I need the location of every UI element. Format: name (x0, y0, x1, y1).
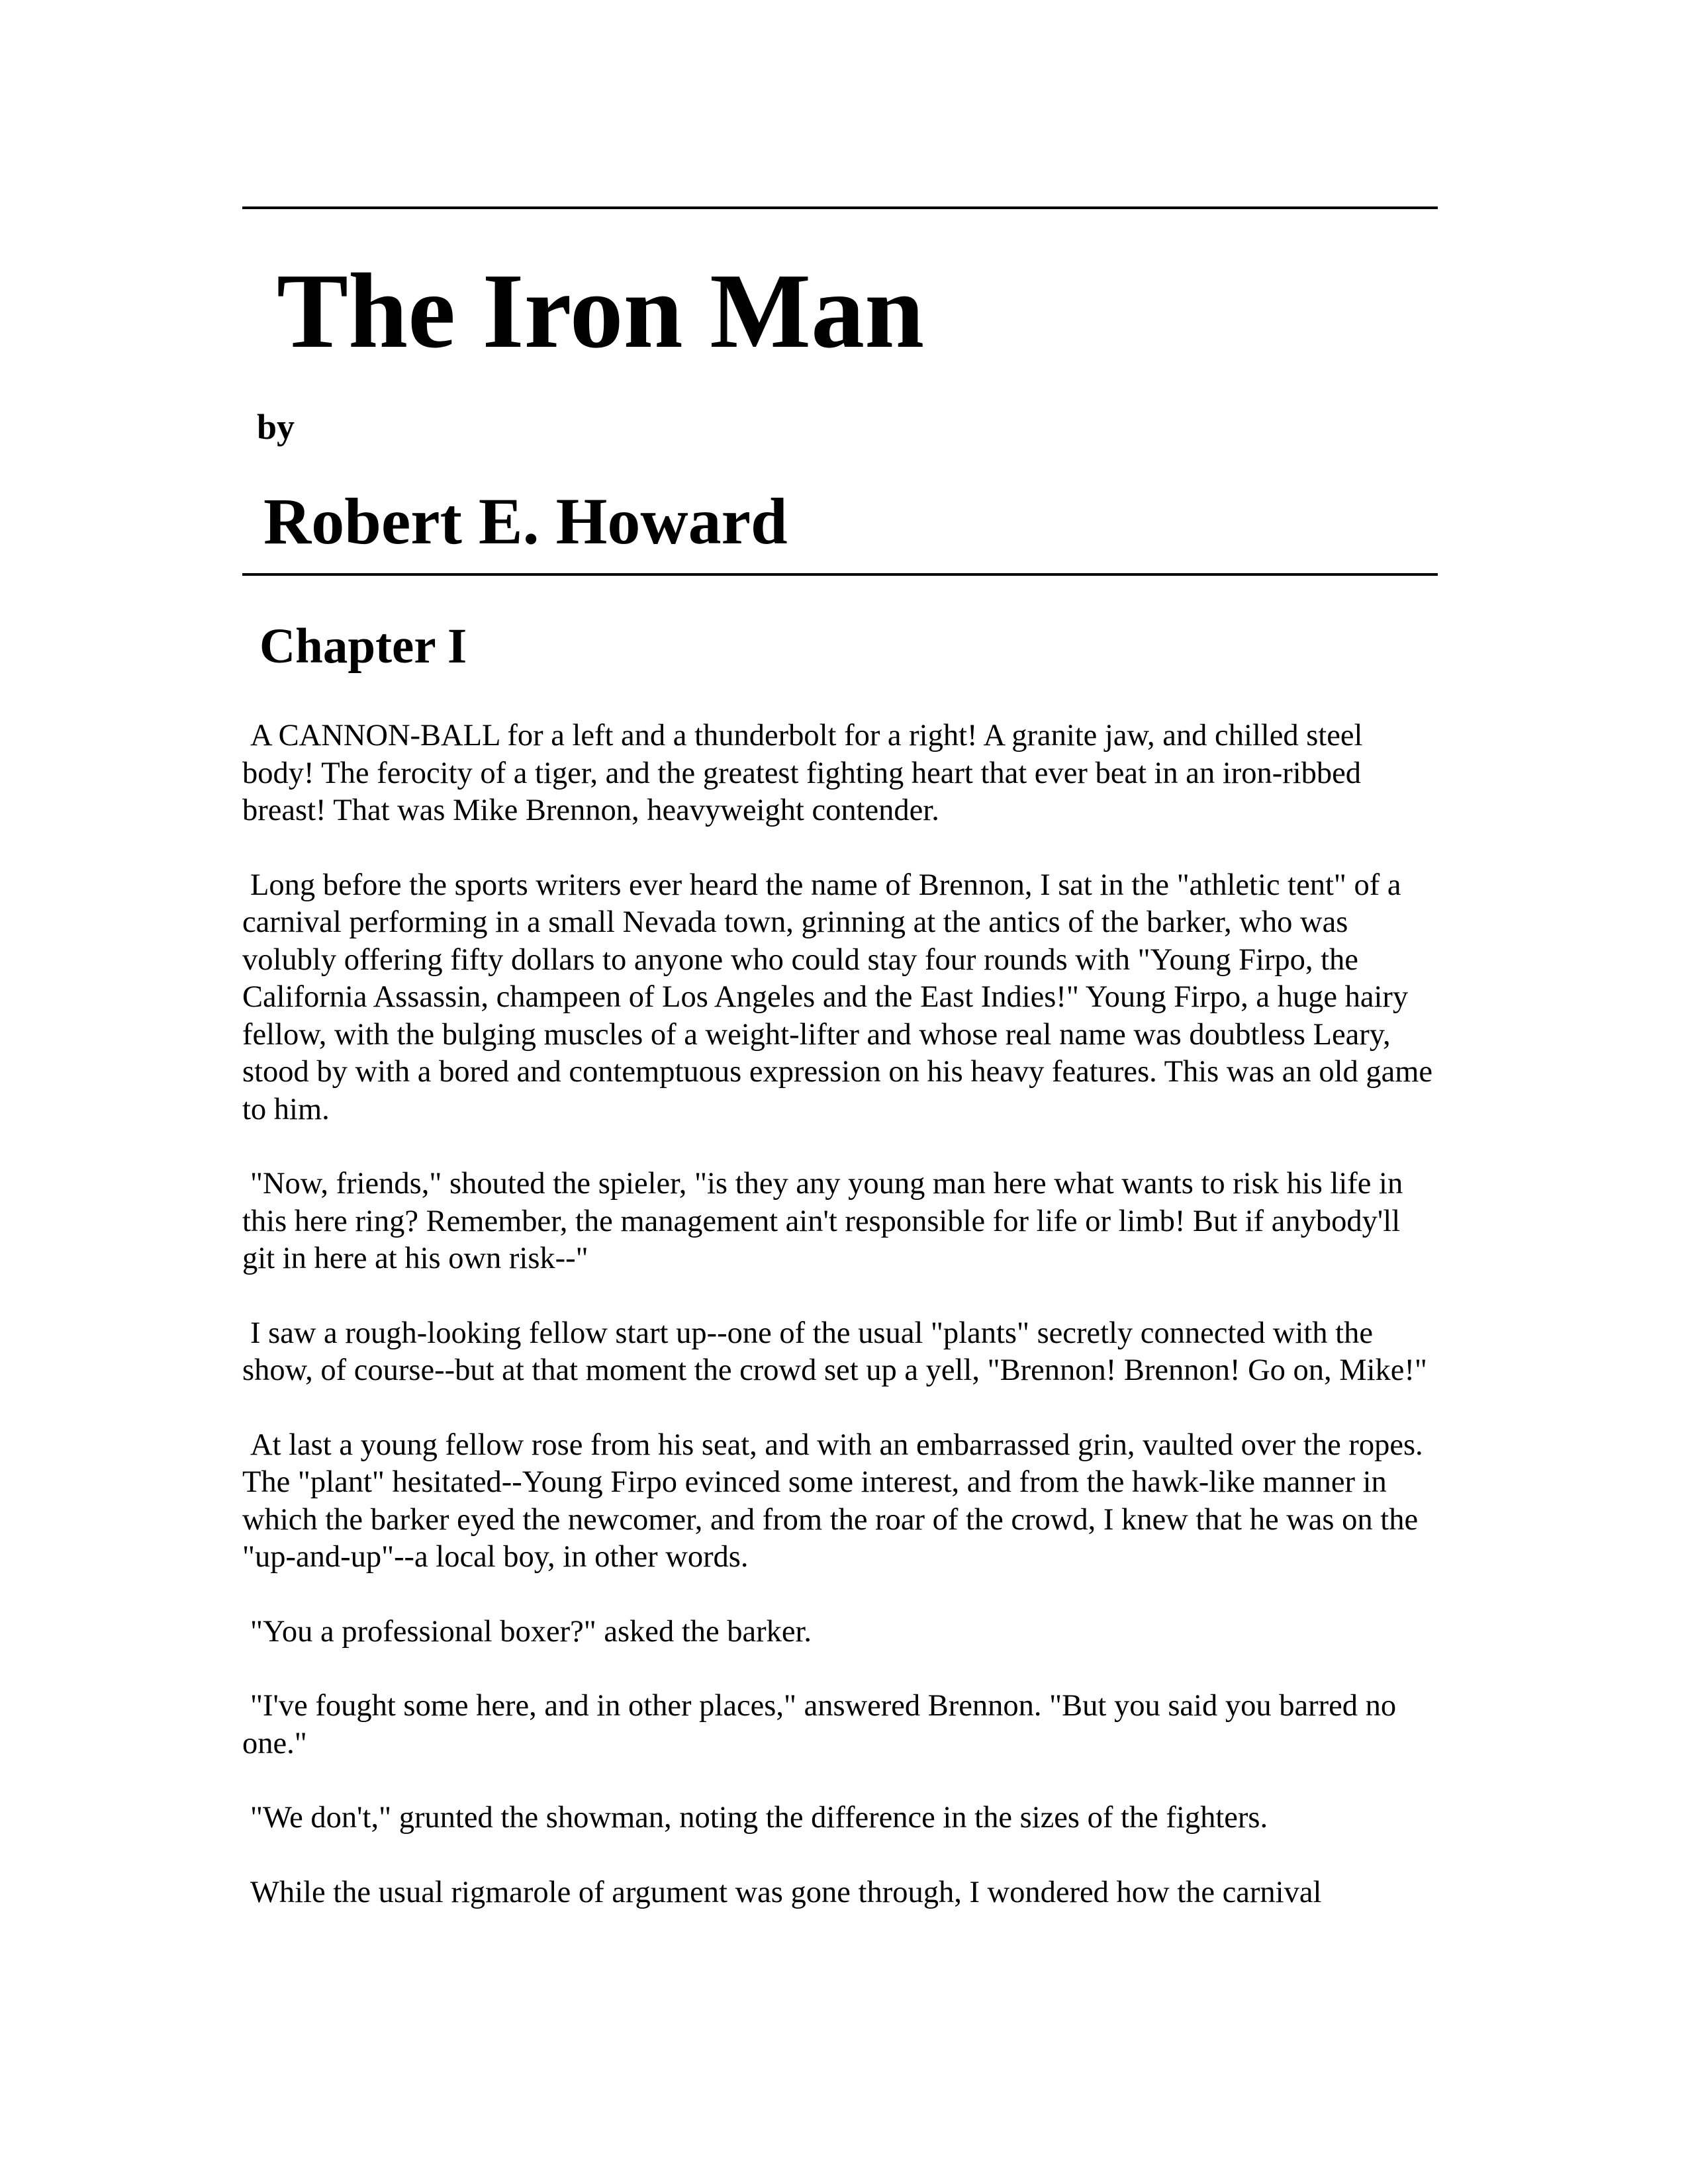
document-page (242, 0, 1438, 2184)
top-horizontal-rule (242, 206, 1438, 209)
paragraph: "We don't," grunted the showman, noting the difference in the sizes of the fighters. (250, 1801, 1268, 1835)
paragraph: "Now, friends," shouted the spieler, "is they any young man here what wants to risk his life in this here ring? Remember, the management ain't responsible for life or limb! But if anybody'll git in here at his own risk--" (242, 1167, 1403, 1275)
chapter-body (242, 717, 1438, 1948)
paragraph: "I've fought some here, and in other places," answered Brennon. "But you said you barred no one." (242, 1689, 1397, 1760)
author-name: Robert E. Howard (263, 484, 788, 558)
paragraph: "You a professional boxer?" asked the barker. (250, 1614, 812, 1649)
paragraph: At last a young fellow rose from his seat, and with an embarrassed grin, vaulted over the ropes. The "plant" hesitated--Young Firpo evinced some interest, and from the hawk-like manner in which the barker eyed the newcomer, and from the roar of the crowd, I knew that he was on the "up-and-up"--a local boy, in other words. (242, 1428, 1423, 1574)
byline: by (257, 407, 295, 447)
chapter-heading: Chapter I (259, 619, 467, 674)
book-title: The Iron Man (277, 252, 925, 371)
paragraph: I saw a rough-looking fellow start up--one of the usual "plants" secretly connected with the show, of course--but at that moment the crowd set up a yell, "Brennon! Brennon! Go on, Mike!" (242, 1316, 1427, 1387)
paragraph: Long before the sports writers ever heard the name of Brennon, I sat in the "athletic tent" of a carnival performing in a small Nevada town, grinning at the antics of the barker, who was volubly offering fifty dollars to anyone who could stay four rounds with "Young Firpo, the California Assassin, champeen of Los Angeles and the East Indies!" Young Firpo, a huge hairy fellow, with the bulging muscles of a weight-lifter and whose real name was doubtless Leary, stood by with a bored and contemptuous expression on his heavy features. This was an old game to him. (242, 868, 1433, 1126)
bottom-horizontal-rule (242, 573, 1438, 576)
paragraph: While the usual rigmarole of argument was gone through, I wondered how the carnival (250, 1875, 1322, 1909)
paragraph: A CANNON-BALL for a left and a thunderbolt for a right! A granite jaw, and chilled steel body! The ferocity of a tiger, and the greatest fighting heart that ever beat in an iron-ribbed breast! That was Mike Brennon, heavyweight contender. (242, 719, 1363, 827)
